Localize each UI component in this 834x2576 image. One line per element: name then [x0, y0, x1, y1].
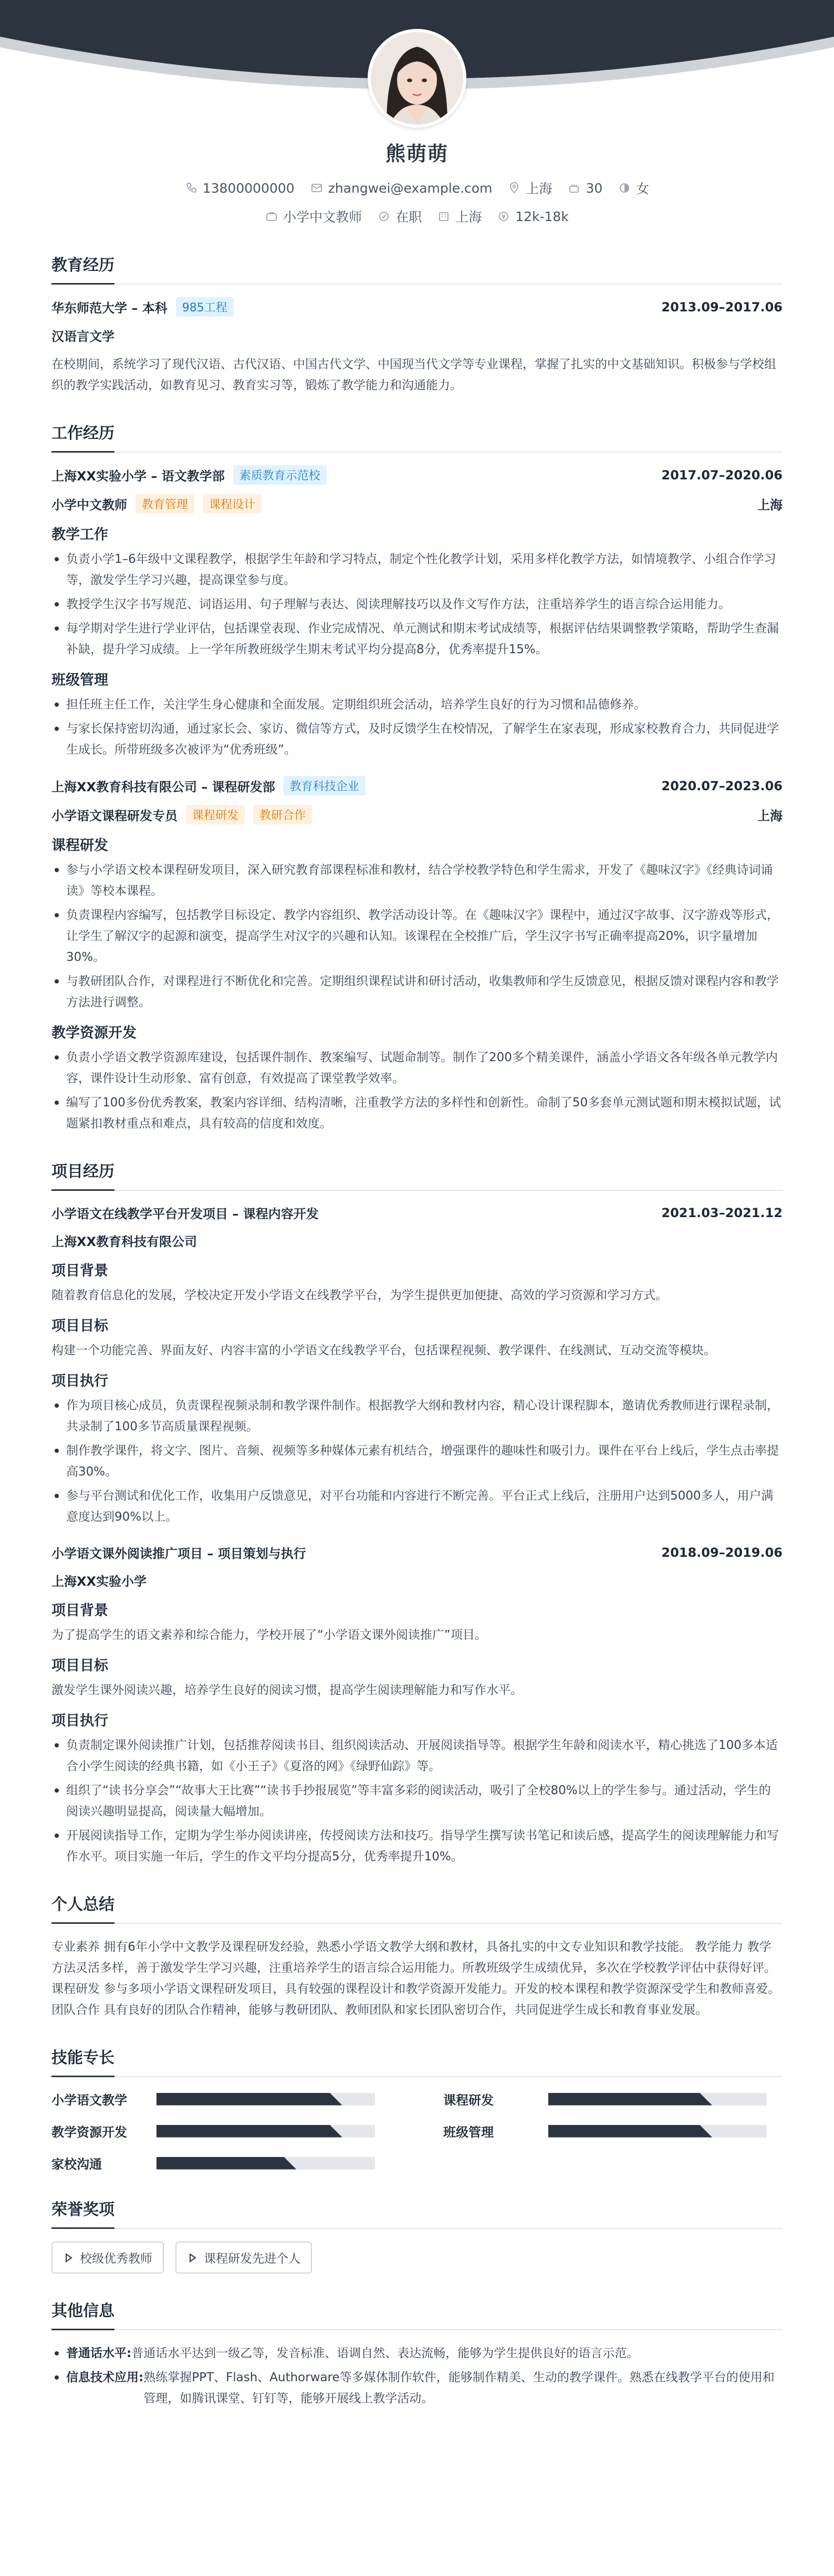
location-icon: [508, 182, 520, 194]
list-item: 与家长保持密切沟通，通过家长会、家访、微信等方式，及时反馈学生在校情况，了解学生在家表现，形成家校教育合力，共同促进学生成长。所带班级多次被评为“优秀班级”。: [51, 718, 783, 760]
list-item: 开展阅读指导工作，定期为学生举办阅读讲座，传授阅读方法和技巧。指导学生撰写读书笔记和读后感，提高学生的阅读理解能力和写作水平。项目实施一年后，学生的作文平均分提高5分，优秀率提升10%。: [51, 1825, 783, 1867]
role-row: [51, 805, 783, 824]
work-entry: [51, 465, 783, 760]
work-header: [51, 776, 783, 795]
skill-bar-fill: [157, 2157, 296, 2170]
work-date: 2017.07–2020.06: [661, 467, 783, 483]
work-group-list: [51, 549, 783, 660]
skill-bar-fill: [548, 2093, 712, 2106]
school-name: 华东师范大学 – 本科: [51, 301, 168, 316]
list-item: 参与小学语文校本课程研发项目，深入研究教育部课程标准和教材，结合学校教学特色和学生需求，开发了《趣味汉字》《经典诗词诵读》等校本课程。: [51, 860, 783, 902]
list-item: 组织了“读书分享会”“故事大王比赛”“读书手抄报展览”等丰富多彩的阅读活动，吸引了全校80%以上的学生参与。通过活动，学生的阅读兴趣明显提高，阅读量大幅增加。: [51, 1780, 783, 1822]
skill-label: 课程研发: [443, 2093, 494, 2108]
phone-item: [185, 181, 295, 196]
work-group-list: [51, 860, 783, 1013]
skill-label: 小学语文教学: [51, 2093, 127, 2108]
skill-item: [443, 2122, 783, 2140]
skill-item: [443, 2090, 783, 2108]
candidate-name: 熊萌萌: [385, 142, 449, 165]
skill-bar-fill: [157, 2093, 342, 2106]
project-entry: [51, 1203, 783, 1527]
work-group-title: 课程研发: [51, 837, 108, 854]
education-date: 2013.09–2017.06: [661, 299, 783, 315]
summary-section-title: 个人总结: [51, 1891, 783, 1924]
work-date: 2020.07–2023.06: [661, 778, 783, 793]
project-goal: 激发学生课外阅读兴趣，培养学生良好的阅读习惯，提高学生阅读理解能力和写作水平。: [51, 1683, 523, 1697]
skill-bar: [157, 2125, 375, 2138]
project-org: 上海XX实验小学: [51, 1574, 147, 1589]
play-icon: [63, 2253, 74, 2263]
list-item: 负责制定课外阅读推广计划，包括推荐阅读书目、组织阅读活动、开展阅读指导等。根据学生年龄和阅读水平，精心挑选了100多本适合小学生阅读的经典书籍，如《小王子》《夏洛的网》《绿野仙踪》等。: [51, 1735, 783, 1777]
city-item: [508, 179, 552, 197]
skills-section-title: 技能专长: [51, 2045, 783, 2077]
project-date: 2018.09–2019.06: [661, 1545, 783, 1560]
age-icon: [568, 182, 580, 194]
project-title: 小学语文课外阅读推广项目 – 项目策划与执行: [51, 1546, 306, 1561]
list-item: 负责小学语文教学资源库建设，包括课件制作、教案编写、试题命制等。制作了200多个精美课件，涵盖小学语文各年级各单元教学内容，课件设计生动形象、富有创意，有效提高了课堂教学效率。: [51, 1047, 783, 1089]
other-text: 普通话水平达到一级乙等，发音标准、语调自然、表达流畅，能够为学生提供良好的语言示范。: [131, 2347, 639, 2360]
other-info-list: [51, 2343, 783, 2409]
education-header: [51, 297, 783, 317]
work-section-title: 工作经历: [51, 420, 783, 453]
role-title: 小学中文教师: [51, 498, 127, 512]
project-entry: [51, 1543, 783, 1867]
company-tag: 教育科技企业: [284, 776, 366, 795]
list-item: 教授学生汉字书写规范、词语运用、句子理解与表达、阅读理解技巧以及作文写作方法，注重培养学生的语言综合运用能力。: [51, 594, 783, 615]
skill-label: 教学资源开发: [51, 2125, 127, 2140]
other-text: 熟练掌握PPT、Flash、Authorware等多媒体制作软件，能够制作精美、生动的教学课件。熟悉在线教学平台的使用和管理，如腾讯课堂、钉钉等，能够开展线上教学活动。: [143, 2371, 775, 2405]
skill-bar: [157, 2093, 375, 2106]
project-goal-title: 项目目标: [51, 1318, 108, 1334]
gender-icon: [618, 182, 631, 194]
project-exec-title: 项目执行: [51, 1373, 108, 1389]
list-item: 制作教学课件，将文字、图片、音频、视频等多种媒体元素有机结合，增强课件的趣味性和吸引力。课件在平台上线后，学生点击率提高30%。: [51, 1440, 783, 1482]
phone-icon: [185, 182, 197, 194]
role-row: [51, 494, 783, 514]
project-header: [51, 1543, 783, 1562]
skill-bar-fill: [157, 2125, 342, 2138]
skills-grid: [51, 2090, 783, 2172]
skill-bar: [548, 2125, 767, 2138]
other-label: 信息技术应用:: [66, 2371, 144, 2384]
project-exec-list: [51, 1735, 783, 1867]
honor-item: [51, 2242, 164, 2274]
work-group-list: [51, 1047, 783, 1134]
status-icon: [378, 210, 390, 223]
work-group-list: [51, 694, 783, 760]
salary-item: [497, 209, 569, 224]
project-exec-title: 项目执行: [51, 1713, 108, 1729]
email-icon: [310, 182, 323, 194]
status-item: [378, 207, 422, 226]
honors-section-title: 荣誉奖项: [51, 2196, 783, 2229]
skill-item: [51, 2090, 391, 2108]
job-info-row: [0, 207, 834, 226]
company-tag: 素质教育示范校: [233, 465, 327, 485]
play-icon: [187, 2253, 197, 2263]
email-item: [310, 181, 493, 196]
target-city-item: [437, 207, 482, 226]
target-city-text: 上海: [455, 210, 482, 225]
skill-bar: [157, 2157, 375, 2170]
skill-label: 家校沟通: [51, 2157, 102, 2172]
project-org: 上海XX教育科技有限公司: [51, 1234, 197, 1249]
other-section-title: 其他信息: [51, 2298, 783, 2330]
role-tag: 课程设计: [203, 494, 262, 514]
work-location: 上海: [757, 498, 783, 512]
list-item: 与教研团队合作，对课程进行不断优化和完善。定期组织课程试讲和研讨活动，收集教师和学生反馈意见，根据反馈对课程内容和教学方法进行调整。: [51, 971, 783, 1013]
project-goal-title: 项目目标: [51, 1658, 108, 1674]
project-date: 2021.03–2021.12: [661, 1205, 783, 1220]
skill-bar-fill: [548, 2125, 712, 2138]
list-item: 负责小学1–6年级中文课程教学，根据学生年龄和学习特点，制定个性化教学计划，采用多样化教学方法，如情境教学、小组合作学习等，激发学生学习兴趣，提高课堂参与度。: [51, 549, 783, 591]
work-location: 上海: [757, 809, 783, 823]
list-item: 编写了100多份优秀教案，教案内容详细、结构清晰，注重教学方法的多样性和创新性。命制了50多套单元测试题和期末模拟试题，试题紧扣教材重点和难点，具有较高的信度和效度。: [51, 1092, 783, 1134]
list-item: 担任班主任工作，关注学生身心健康和全面发展。定期组织班会活动，培养学生良好的行为习惯和品德修养。: [51, 694, 783, 715]
briefcase-icon: [265, 210, 278, 223]
salary-text: 12k-18k: [515, 208, 569, 224]
project-background: 随着教育信息化的发展，学校决定开发小学语文在线教学平台，为学生提供更加便捷、高效的学习资源和学习方式。: [51, 1289, 668, 1302]
age-text: 30: [586, 180, 603, 196]
list-item: 参与平台测试和优化工作，收集用户反馈意见，对平台功能和内容进行不断完善。平台正式上线后，注册用户达到5000多人，用户满意度达到90%以上。: [51, 1485, 783, 1527]
honor-label: 校级优秀教师: [80, 2252, 152, 2266]
school-tag: 985工程: [176, 297, 234, 317]
company-name: 上海XX实验小学 – 语文教学部: [51, 469, 225, 484]
target-city-icon: [437, 210, 450, 223]
role-tag: 教研合作: [253, 805, 312, 824]
job-title-text: 小学中文教师: [283, 210, 362, 225]
honor-item: [175, 2242, 312, 2274]
honors-list: [51, 2242, 783, 2274]
education-section-title: 教育经历: [51, 252, 783, 285]
summary-text: 专业素养 拥有6年小学中文教学及课程研发经验，熟悉小学语文教学大纲和教材，具备扎实的中文专业知识和教学技能。 教学能力 教学方法灵活多样，善于激发学生学习兴趣，注重培养学生的语言综合运用能力。所教班级学生成绩优异，多次在学校教学评估中获得好评。 课程研发 参与多项小学语文课程研发项目，具有较强的课程设计和教学资源开发能力。开发的校本课程和教学资源深受学生和教师喜爱。 团队合作 具有良好的团队合作精神，能够与教研团队、教师团队和家长团队密切合作，共同促进学生成长和教育事业发展。: [51, 1940, 780, 2017]
list-item: 每学期对学生进行学业评估，包括课堂表现、作业完成情况、单元测试和期末考试成绩等，根据评估结果调整教学策略，帮助学生查漏补缺，提升学习成绩。上一学年所教班级学生期末考试平均分提高8分，优秀率提升15%。: [51, 618, 783, 660]
contact-info-row: [0, 179, 834, 197]
role-title: 小学语文课程研发专员: [51, 809, 178, 823]
list-item: 负责课程内容编写，包括教学目标设定、教学内容组织、教学活动设计等。在《趣味汉字》课程中，通过汉字故事、汉字游戏等形式，让学生了解汉字的起源和演变，提高学生对汉字的兴趣和认知。该课程在全校推广后，学生汉字书写正确率提高20%，识字量增加30%。: [51, 905, 783, 968]
status-text: 在职: [395, 210, 422, 225]
role-tag: 课程研发: [186, 805, 245, 824]
project-background: 为了提高学生的语文素养和综合能力，学校开展了“小学语文课外阅读推广”项目。: [51, 1628, 487, 1642]
email-text: zhangwei@example.com: [328, 180, 493, 196]
work-header: [51, 465, 783, 485]
company-name: 上海XX教育科技有限公司 – 课程研发部: [51, 780, 275, 794]
salary-icon: [497, 210, 510, 223]
project-background-title: 项目背景: [51, 1603, 108, 1619]
project-goal: 构建一个功能完善、界面友好、内容丰富的小学语文在线教学平台，包括课程视频、教学课件、在线测试、互动交流等模块。: [51, 1344, 716, 1357]
skill-bar: [548, 2093, 767, 2106]
education-entry: [51, 297, 783, 396]
honor-label: 课程研发先进个人: [204, 2252, 300, 2266]
project-background-title: 项目背景: [51, 1263, 108, 1279]
city-text: 上海: [526, 181, 552, 196]
work-group-title: 班级管理: [51, 672, 108, 688]
work-group-title: 教学资源开发: [51, 1025, 137, 1041]
major: 汉语言文学: [51, 329, 114, 344]
project-header: [51, 1203, 783, 1222]
skill-item: [51, 2122, 391, 2140]
resume-content: [51, 252, 783, 2413]
skill-item: [51, 2154, 391, 2172]
job-title-item: [265, 207, 362, 226]
phone-text: 13800000000: [202, 180, 295, 196]
project-exec-list: [51, 1395, 783, 1527]
skill-label: 班级管理: [443, 2125, 494, 2140]
project-title: 小学语文在线教学平台开发项目 – 课程内容开发: [51, 1207, 319, 1221]
work-entry: [51, 776, 783, 1134]
avatar: [368, 29, 466, 128]
projects-section-title: 项目经历: [51, 1158, 783, 1191]
list-item: 作为项目核心成员，负责课程视频录制和教学课件制作。根据教学大纲和教材内容，精心设计课程脚本，邀请优秀教师进行课程录制，共录制了100多节高质量课程视频。: [51, 1395, 783, 1437]
other-item: [51, 2367, 783, 2409]
role-tag: 教育管理: [135, 494, 194, 514]
other-label: 普通话水平:: [66, 2347, 132, 2360]
other-item: [51, 2343, 783, 2364]
gender-item: [618, 179, 649, 197]
work-group-title: 教学工作: [51, 527, 108, 543]
age-item: [568, 181, 602, 196]
gender-text: 女: [636, 181, 650, 196]
education-description: 在校期间，系统学习了现代汉语、古代汉语、中国古代文学、中国现当代文学等专业课程，掌握了扎实的中文基础知识。积极参与学校组织的教学实践活动，如教育见习、教育实习等，锻炼了教学能力和沟通能力。: [51, 358, 776, 392]
